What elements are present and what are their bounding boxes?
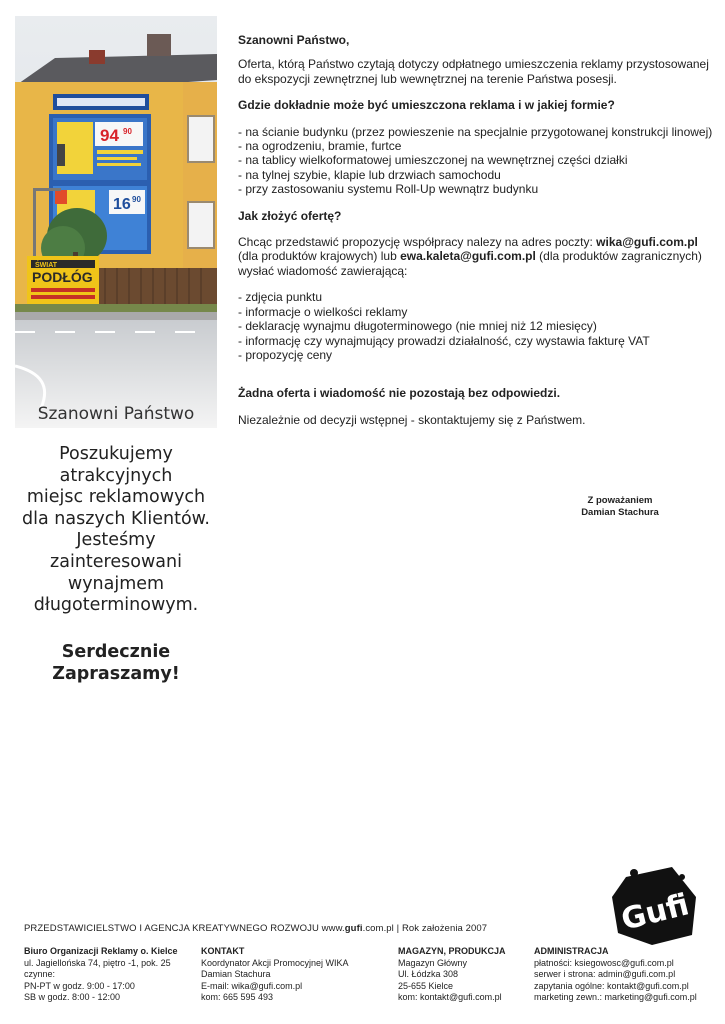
sidebar-body-line: Poszukujemy: [59, 444, 173, 464]
footer-line: Magazyn Główny: [398, 957, 468, 968]
list-item: - informację czy wynajmujący prowadzi działalność, czy wystawia fakturę VAT: [238, 333, 650, 348]
footer-line: serwer i strona: admin@gufi.com.pl: [534, 969, 676, 980]
billboard-price-top: 94: [100, 126, 119, 145]
footer-line: 25-655 Kielce: [398, 980, 454, 991]
footer-line: Koordynator Akcji Promocyjnej WIKA: [201, 957, 349, 968]
tagline-suffix: .com.pl | Rok założenia 2007: [362, 923, 488, 934]
list-item: - na tylnej szybie, klapie lub drzwiach samochodu: [238, 167, 501, 182]
list-item: - na ogrodzeniu, bramie, furtce: [238, 139, 402, 154]
gufi-logo: [612, 867, 698, 945]
ground-sign-small: ŚWIAT: [35, 262, 58, 269]
signature: [565, 495, 675, 519]
footer-heading: KONTAKT: [201, 946, 245, 956]
footer-line: SB w godz. 8:00 - 12:00: [24, 992, 121, 1003]
building-billboard-photo: [15, 16, 217, 428]
footer-line: ul. Jagiellońska 74, piętro -1, pok. 25: [24, 957, 171, 968]
sidebar-body-line: wynajmem: [67, 573, 165, 594]
email-link-wika[interactable]: wika@gufi.com.pl: [596, 235, 698, 250]
letter-intro: Oferta, którą Państwo czytają dotyczy odpłatnego umieszczenia reklamy przystosowanej do ekspozycji zewnętrznej lub wewnętrznej na terenie Państwa posesji.: [238, 57, 709, 86]
list-item: - informacje o wielkości reklamy: [238, 304, 408, 319]
footer-heading: MAGAZYN, PRODUKCJA: [398, 946, 506, 956]
footer-line: Ul. Łódzka 308: [398, 969, 459, 980]
footer-office: [24, 946, 194, 1004]
placement-list: [238, 125, 718, 197]
logo-text: Gufi: [617, 887, 693, 938]
footer-line: E-mail: wika@gufi.com.pl: [201, 980, 303, 991]
question-where: Gdzie dokładnie może być umieszczona reklama i w jakiej formie?: [238, 98, 615, 113]
question-how: Jak złożyć ofertę?: [238, 208, 342, 223]
list-item: - zdjęcia punktu: [238, 290, 323, 305]
footer-line: czynne:: [24, 969, 56, 980]
email-link-ewa[interactable]: ewa.kaleta@gufi.com.pl: [400, 249, 536, 264]
footer-line: marketing zewn.: marketing@gufi.com.pl: [534, 992, 697, 1003]
footer-line: kom: kontakt@gufi.com.pl: [398, 992, 502, 1003]
list-item: - deklarację wynajmu długoterminowego (nie mniej niż 12 miesięcy): [238, 319, 597, 334]
sidebar-body: [15, 444, 217, 617]
contact-text: (dla produktów krajowych) lub: [238, 249, 401, 264]
footer-contact: [201, 946, 381, 1004]
contact-instructions: [238, 235, 718, 278]
promise-statement: Żadna oferta i wiadomość nie pozostają bez odpowiedzi.: [238, 386, 561, 401]
sidebar-title: Szanowni Państwo: [37, 404, 195, 424]
letter-greeting: Szanowni Państwo,: [238, 33, 350, 47]
requirements-list: [238, 290, 718, 362]
footer-warehouse: [398, 946, 523, 1004]
footer-line: Damian Stachura: [201, 969, 271, 980]
billboard-price-bottom-cents: 90: [132, 195, 141, 204]
letter-body: [238, 33, 718, 427]
footer-line: zapytania ogólne: kontakt@gufi.com.pl: [534, 980, 689, 991]
billboard-price-bottom: 16: [113, 196, 131, 213]
footer-line: płatności: ksiegowosc@gufi.com.pl: [534, 957, 674, 968]
sidebar-body-line: miejsc reklamowych: [26, 487, 206, 508]
footer-admin: [534, 946, 719, 1004]
list-item: - propozycję ceny: [238, 347, 333, 362]
sidebar-panel: [15, 400, 217, 685]
signature-name: Damian Stachura: [581, 507, 659, 518]
list-item: - na ścianie budynku (przez powieszenie na specjalnie przygotowanej konstrukcji linowej): [238, 124, 713, 139]
sidebar-closing-line: Zapraszamy!: [52, 663, 180, 684]
sidebar-body-line: atrakcyjnych: [59, 465, 173, 486]
sidebar-body-line: Jesteśmy: [76, 530, 156, 551]
list-item: - przy zastosowaniu systemu Roll-Up wewnątrz budynku: [238, 182, 539, 197]
footer-heading: Biuro Organizacji Reklamy o. Kielce: [24, 946, 178, 956]
tagline-prefix: PRZEDSTAWICIELSTWO I AGENCJA KREATYWNEGO ROZWOJU www.: [24, 923, 345, 934]
footer-tagline: [24, 923, 487, 934]
sidebar-closing: [15, 641, 217, 685]
sidebar-body-line: zainteresowani: [50, 551, 182, 572]
sidebar-body-line: długoterminowym.: [33, 595, 199, 616]
ground-sign-text: PODŁÓG: [32, 269, 93, 285]
sidebar-body-line: dla naszych Klientów.: [22, 508, 210, 529]
signature-greeting: Z poważaniem: [587, 495, 653, 506]
contact-text: (dla produktów zagranicznych) wysłać wiadomość zawierającą:: [238, 249, 702, 278]
footer-heading: ADMINISTRACJA: [534, 946, 609, 956]
footer-line: kom: 665 595 493: [201, 992, 274, 1003]
billboard-price-top-cents: 90: [123, 127, 132, 136]
followup-statement: Niezależnie od decyzji wstępnej - skontaktujemy się z Państwem.: [238, 412, 586, 427]
contact-text: Chcąc przedstawić propozycję współpracy nalezy na adres poczty:: [238, 235, 597, 250]
footer-line: PN-PT w godz. 9:00 - 17:00: [24, 980, 135, 991]
sidebar-closing-line: Serdecznie: [61, 641, 171, 662]
list-item: - na tablicy wielkoformatowej umieszczonej na wewnętrznej części działki: [238, 153, 628, 168]
tagline-brand: gufi: [344, 923, 363, 934]
